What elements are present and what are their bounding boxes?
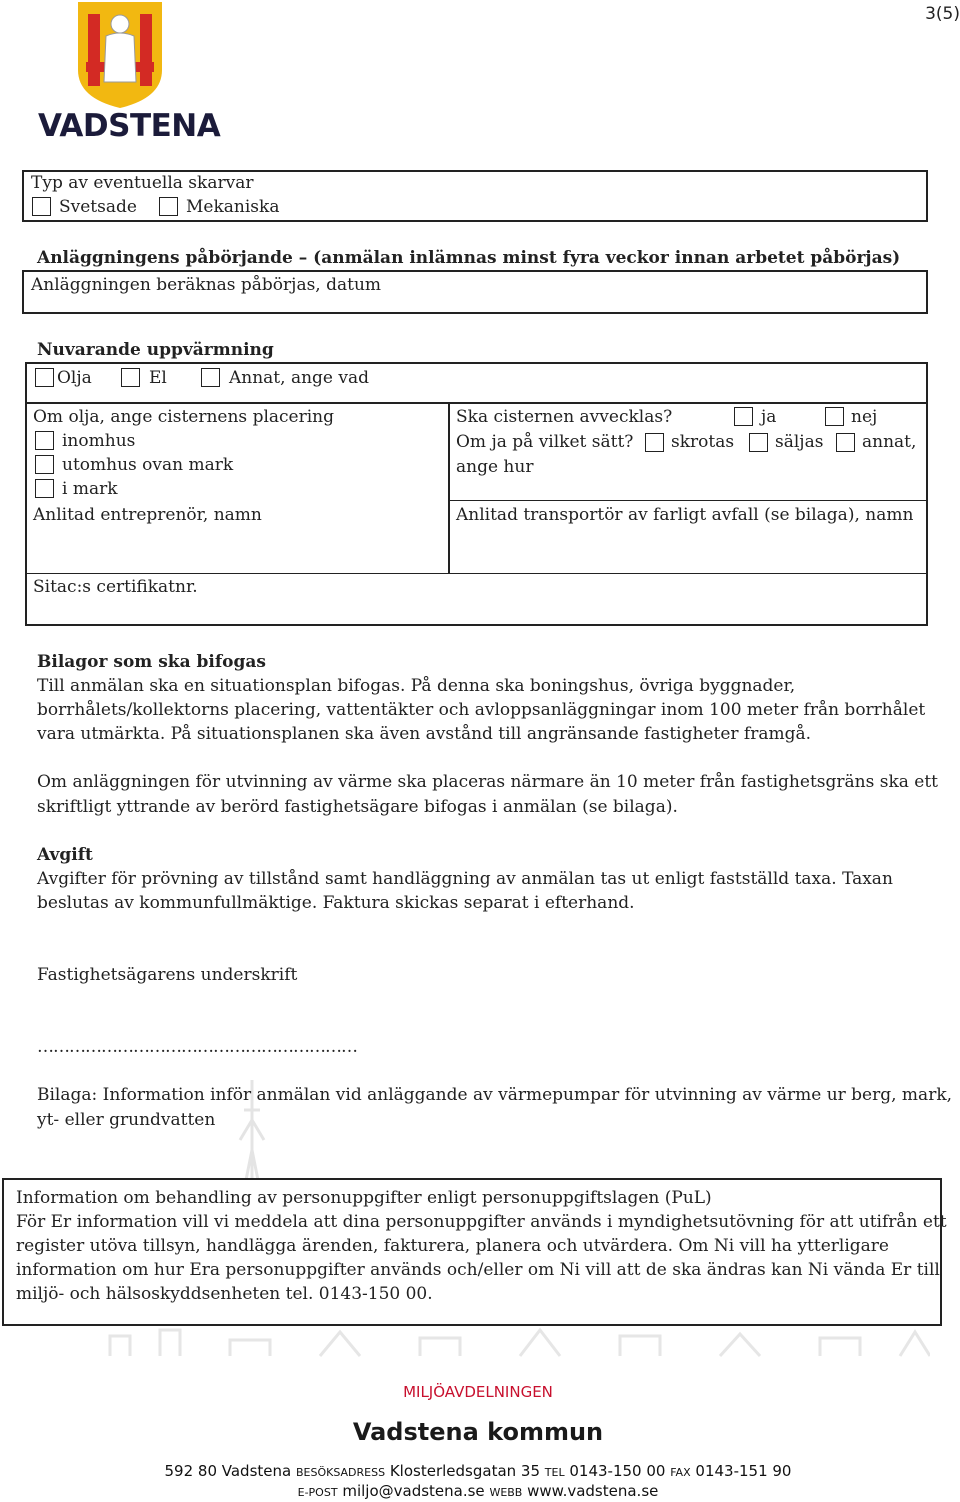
- heating-heading: Nuvarande uppvärmning: [37, 340, 274, 360]
- start-date-label[interactable]: Anläggningen beräknas påbörjas, datum: [31, 275, 382, 295]
- checkbox-svetsade[interactable]: [32, 197, 51, 216]
- option-i-mark: i mark: [62, 479, 118, 499]
- divider: [26, 573, 926, 574]
- gdpr-line: miljö- och hälsoskyddsenheten tel. 0143-150 00.: [16, 1284, 433, 1304]
- footer-department: MILJÖAVDELNINGEN: [403, 1383, 553, 1401]
- option-ja: ja: [761, 407, 777, 427]
- divider: [26, 402, 926, 404]
- footer-visit-value: Klosterledsgatan 35: [389, 1462, 540, 1480]
- footer-municipality: Vadstena kommun: [352, 1418, 604, 1446]
- fee-line: beslutas av kommunfullmäktige. Faktura skickas separat i efterhand.: [37, 893, 635, 913]
- logo: [36, 0, 221, 148]
- checkbox-ja[interactable]: [734, 407, 753, 426]
- option-utomhus: utomhus ovan mark: [62, 455, 234, 475]
- watermark-skyline-icon: [100, 1326, 930, 1362]
- option-skrotas: skrotas: [671, 432, 735, 452]
- fee-heading: Avgift: [37, 845, 93, 865]
- checkbox-inomhus[interactable]: [35, 431, 54, 450]
- option-saljas: säljas: [775, 432, 824, 452]
- appendix-line: Bilaga: Information inför anmälan vid anläggande av värmepumpar för utvinning av värme ur berg, mark,: [37, 1085, 953, 1105]
- footer-postal: 592 80 Vadstena: [164, 1462, 292, 1480]
- option-mekaniska: Mekaniska: [186, 197, 280, 217]
- appendix-line: yt- eller grundvatten: [37, 1110, 216, 1130]
- gdpr-line: Information om behandling av personuppgifter enligt personuppgiftslagen (PuL): [16, 1188, 712, 1208]
- checkbox-skrotas[interactable]: [645, 433, 664, 452]
- gdpr-line: information om hur Era personuppgifter används och/eller om Ni vill att de ska ändras kan Ni vända Er till: [16, 1260, 940, 1280]
- checkbox-annat[interactable]: [201, 368, 220, 387]
- option-inomhus: inomhus: [62, 431, 136, 451]
- signature-line[interactable]: ……………………………………………………: [37, 1037, 357, 1057]
- joint-type-label: Typ av eventuella skarvar: [31, 173, 254, 193]
- footer-web-label: WEBB: [489, 1486, 523, 1499]
- option-annat-satt: annat,: [862, 432, 917, 452]
- footer-fax-label: FAX: [670, 1466, 691, 1479]
- decommission-label: Ska cisternen avvecklas?: [456, 407, 673, 427]
- signature-label: Fastighetsägarens underskrift: [37, 965, 298, 985]
- fee-line: Avgifter för prövning av tillstånd samt handläggning av anmälan tas ut enligt fastställd taxa. Taxan: [37, 869, 893, 889]
- sitac-label[interactable]: Sitac:s certifikatnr.: [33, 577, 198, 597]
- gdpr-line: För Er information vill vi meddela att dina personuppgifter används i myndighetsutövning för att utifrån ett: [16, 1212, 947, 1232]
- attachments-line: borrhålets/kollektorns placering, vattentäkter och avloppsanläggningar inom 100 meter från borrhålet: [37, 700, 926, 720]
- footer-fax-value: 0143-151 90: [695, 1462, 792, 1480]
- footer-tel-label: TEL: [544, 1466, 565, 1479]
- divider: [449, 500, 927, 501]
- how-other-label[interactable]: ange hur: [456, 457, 534, 477]
- checkbox-nej[interactable]: [825, 407, 844, 426]
- footer-email-link[interactable]: miljo@vadstena.se: [342, 1482, 485, 1500]
- gdpr-line: register utöva tillsyn, handlägga ärenden, fakturera, planera och utvärdera. Om Ni vill ha ytterligare: [16, 1236, 889, 1256]
- how-label: Om ja på vilket sätt?: [456, 432, 634, 452]
- start-heading: Anläggningens påbörjande – (anmälan inlämnas minst fyra veckor innan arbetet påbörjas): [37, 248, 901, 268]
- contractor-label[interactable]: Anlitad entreprenör, namn: [33, 505, 262, 525]
- page-number: 3(5): [925, 4, 960, 24]
- checkbox-utomhus[interactable]: [35, 455, 54, 474]
- checkbox-el[interactable]: [121, 368, 140, 387]
- attachments-heading: Bilagor som ska bifogas: [37, 652, 266, 672]
- option-nej: nej: [851, 407, 878, 427]
- divider: [448, 404, 450, 574]
- option-el: El: [149, 368, 167, 388]
- option-annat: Annat, ange vad: [229, 368, 370, 388]
- attachments-line: vara utmärkta. På situationsplanen ska även avstånd till angränsande fastigheter framgå.: [37, 724, 812, 744]
- footer-contact-line: [0, 1482, 956, 1500]
- footer-address-line: [0, 1462, 956, 1480]
- attachments-line: skriftligt yttrande av berörd fastighetsägare bifogas i anmälan (se bilaga).: [37, 797, 678, 817]
- cistern-label: Om olja, ange cisternens placering: [33, 407, 334, 427]
- attachments-line: Om anläggningen för utvinning av värme ska placeras närmare än 10 meter från fastighetsgräns ska ett: [37, 772, 939, 792]
- checkbox-annat-satt[interactable]: [836, 433, 855, 452]
- option-svetsade: Svetsade: [59, 197, 137, 217]
- checkbox-mekaniska[interactable]: [159, 197, 178, 216]
- footer-web-link[interactable]: www.vadstena.se: [527, 1482, 659, 1500]
- attachments-line: Till anmälan ska en situationsplan bifogas. På denna ska boningshus, övriga byggnader,: [37, 676, 796, 696]
- checkbox-olja[interactable]: [35, 368, 54, 387]
- footer-tel-value: 0143-150 00: [569, 1462, 666, 1480]
- footer-email-label: E-POST: [297, 1486, 338, 1499]
- footer-visit-label: BESÖKSADRESS: [295, 1466, 386, 1479]
- checkbox-i-mark[interactable]: [35, 479, 54, 498]
- transporter-label[interactable]: Anlitad transportör av farligt avfall (se bilaga), namn: [456, 505, 914, 525]
- option-olja: Olja: [57, 368, 92, 388]
- logo-name: VADSTENA: [38, 108, 221, 144]
- checkbox-saljas[interactable]: [749, 433, 768, 452]
